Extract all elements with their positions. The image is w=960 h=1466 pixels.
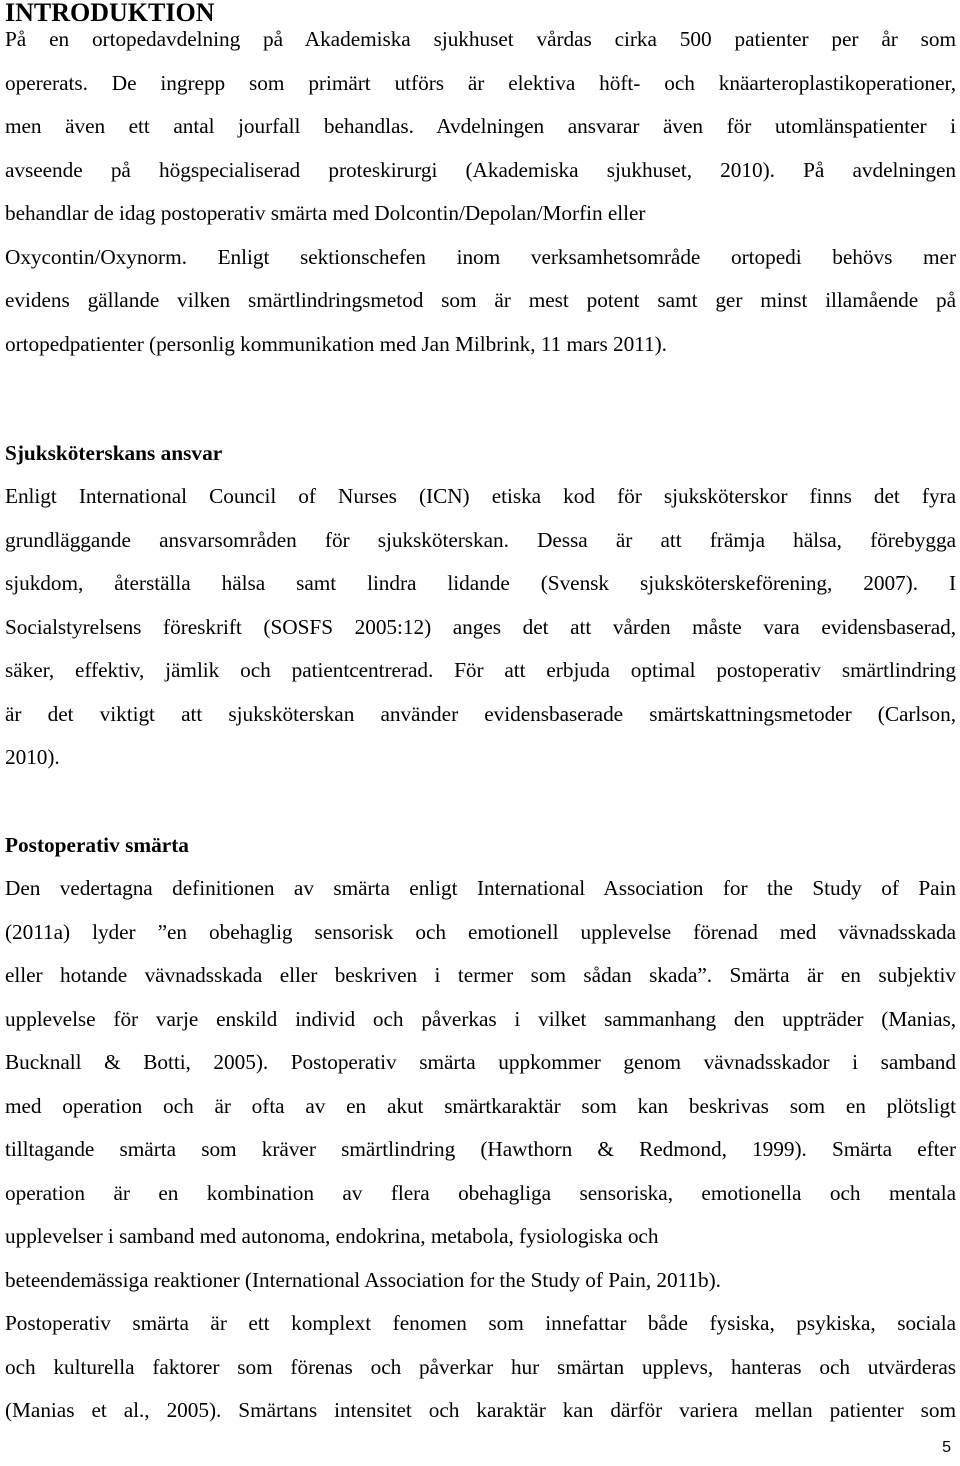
paragraph-line: (Manias et al., 2005). Smärtans intensitet och karaktär kan därför variera mellan patienter som	[5, 1398, 956, 1422]
page-number: 5	[942, 1439, 951, 1456]
paragraph-line: 2010).	[5, 745, 60, 769]
paragraph-line: grundläggande ansvarsområden för sjuksköterskan. Dessa är att främja hälsa, förebygga	[5, 527, 956, 552]
paragraph-line: men även ett antal jourfall behandlas. Avdelningen ansvarar även för utomlänspatienter i	[5, 114, 956, 138]
paragraph-line: säker, effektiv, jämlik och patientcentrerad. För att erbjuda optimal postoperativ smärtlindring	[5, 658, 956, 682]
paragraph-line: avseende på högspecialiserad proteskirurgi (Akademiska sjukhuset, 2010). På avdelningen	[5, 157, 956, 182]
paragraph-line: är det viktigt att sjuksköterskan använder evidensbaserade smärtskattningsmetoder (Carlson,	[5, 701, 956, 726]
paragraph-line: upplevelser i samband med autonoma, endokrina, metabola, fysiologiska och	[5, 1224, 659, 1248]
intro-paragraph	[5, 18, 956, 366]
paragraph-line: beteendemässiga reaktioner (International Association for the Study of Pain, 2011b).	[5, 1267, 721, 1292]
paragraph-line: (2011a) lyder ”en obehaglig sensorisk och emotionell upplevelse förenad med vävnadsskada	[5, 919, 956, 944]
paragraph-line: Bucknall & Botti, 2005). Postoperativ smärta uppkommer genom vävnadsskador i samband	[5, 1050, 956, 1074]
paragraph-line: På en ortopedavdelning på Akademiska sjukhuset vårdas cirka 500 patienter per år som	[5, 27, 956, 51]
paragraph-line: Den vedertagna definitionen av smärta enligt International Association for the Study of Pain	[5, 876, 956, 900]
nurse-responsibility-paragraph	[5, 475, 956, 780]
paragraph-line: behandlar de idag postoperativ smärta med Dolcontin/Depolan/Morfin eller	[5, 201, 646, 225]
paragraph-line: eller hotande vävnadsskada eller beskriven i termer som sådan skada”. Smärta är en subjektiv	[5, 963, 956, 987]
paragraph-line: opererats. De ingrepp som primärt utförs är elektiva höft- och knäarteroplastikoperationer,	[5, 70, 956, 95]
section-heading-nurse-responsibility: Sjuksköterskans ansvar	[5, 441, 223, 465]
document-page	[5, 0, 960, 1422]
paragraph-line: Postoperativ smärta är ett komplext fenomen som innefattar både fysiska, psykiska, sociala	[5, 1311, 956, 1335]
paragraph-line: evidens gällande vilken smärtlindringsmetod som är mest potent samt ger minst illamående på	[5, 288, 956, 312]
paragraph-line: ortopedpatienter (personlig kommunikation med Jan Milbrink, 11 mars 2011).	[5, 331, 667, 356]
paragraph-line: sjukdom, återställa hälsa samt lindra lidande (Svensk sjuksköterskeförening, 2007). I	[5, 571, 956, 595]
paragraph-line: och kulturella faktorer som förenas och påverkar hur smärtan upplevs, hanteras och utvärderas	[5, 1354, 956, 1379]
section-heading-postoperative-pain: Postoperativ smärta	[5, 833, 189, 857]
paragraph-line: med operation och är ofta av en akut smärtkaraktär som kan beskrivas som en plötsligt	[5, 1093, 956, 1118]
paragraph-line: Oxycontin/Oxynorm. Enligt sektionschefen inom verksamhetsområde ortopedi behövs mer	[5, 244, 956, 269]
postoperative-pain-paragraph	[5, 867, 956, 1433]
paragraph-line: Socialstyrelsens föreskrift (SOSFS 2005:12) anges det att vården måste vara evidensbaserad,	[5, 614, 956, 639]
paragraph-line: Enligt International Council of Nurses (ICN) etiska kod för sjuksköterskor finns det fyra	[5, 484, 956, 508]
paragraph-line: tilltagande smärta som kräver smärtlindring (Hawthorn & Redmond, 1999). Smärta efter	[5, 1137, 956, 1161]
page-heading: INTRODUKTION	[5, 0, 215, 27]
paragraph-line: operation är en kombination av flera obehagliga sensoriska, emotionella och mentala	[5, 1180, 956, 1205]
paragraph-line: upplevelse för varje enskild individ och påverkas i vilket sammanhang den uppträder (Manias,	[5, 1006, 956, 1031]
